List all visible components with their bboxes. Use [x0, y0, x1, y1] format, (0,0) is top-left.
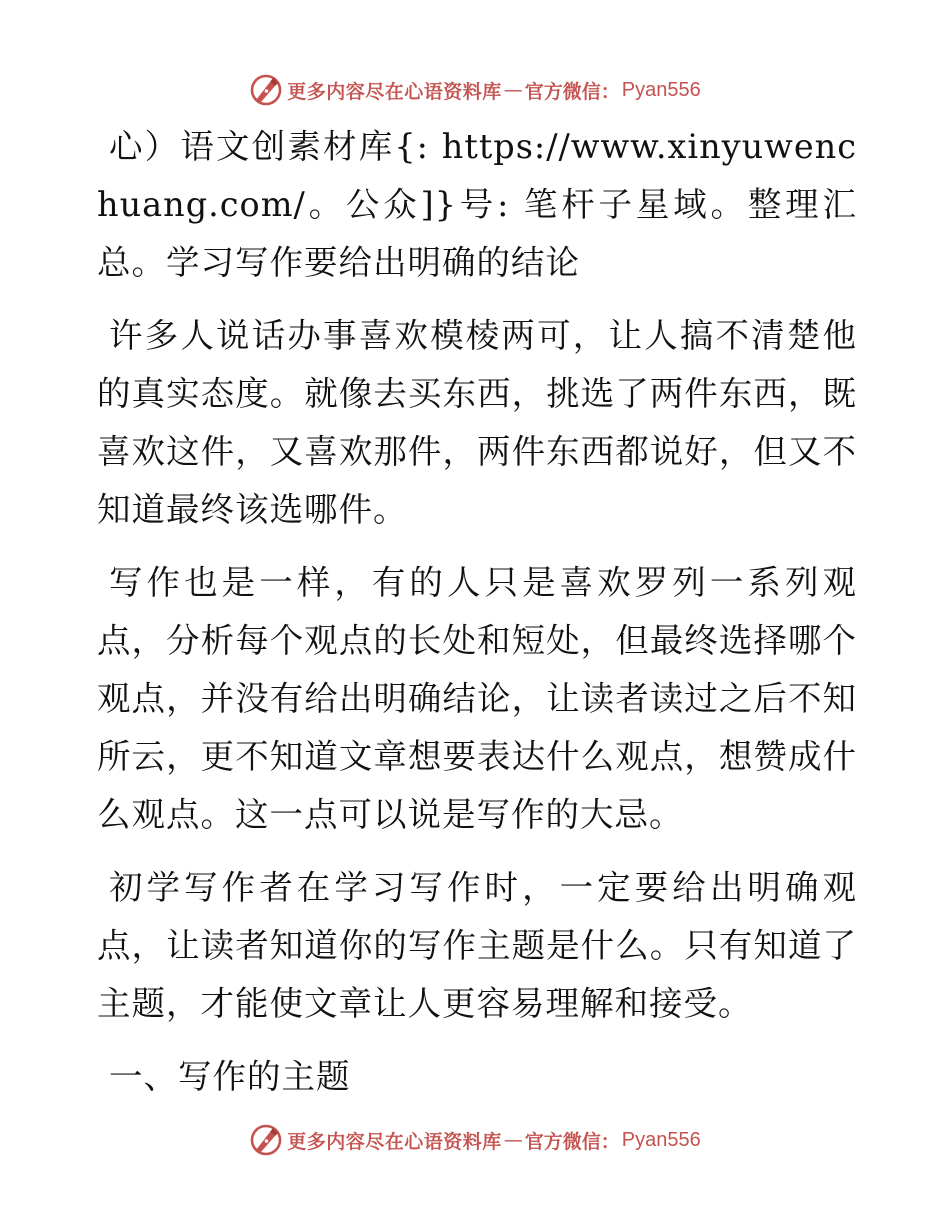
document-body: [97, 118, 857, 1121]
footer-banner: [0, 1120, 950, 1160]
banner-main-text: 更多内容尽在心语资料库: [287, 1130, 502, 1153]
pen-nib-logo-icon: [249, 73, 283, 107]
banner-wechat-label: 官方微信：: [524, 80, 620, 103]
banner-wechat-id: Pyan556: [621, 78, 701, 101]
paragraph-beginner-advice: 初学写作者在学习写作时，一定要给出明确观点，让读者知道你的写作主题是什么。只有知道了主题，才能使文章让人更容易理解和接受。: [97, 868, 857, 1023]
banner-separator: —: [503, 79, 523, 101]
section-heading: 一、写作的主题: [109, 1057, 351, 1096]
paragraph-ambiguity: 许多人说话办事喜欢模棱两可，让人搞不清楚他的真实态度。就像去买东西，挑选了两件东西，既喜欢这件，又喜欢那件，两件东西都说好，但又不知道最终该选哪件。: [97, 316, 857, 529]
banner-wechat-label: 官方微信：: [524, 1130, 620, 1153]
banner-main-text: 更多内容尽在心语资料库: [287, 80, 502, 103]
paragraph-writing-same: 写作也是一样，有的人只是喜欢罗列一系列观点，分析每个观点的长处和短处，但最终选择哪个观点，并没有给出明确结论，让读者读过之后不知所云，更不知道文章想要表达什么观点，想赞成什么观点。这一点可以说是写作的大忌。: [97, 563, 857, 834]
pen-nib-logo-icon: [249, 1123, 283, 1157]
banner-wechat-id: Pyan556: [621, 1128, 701, 1151]
banner-separator: —: [503, 1129, 523, 1151]
header-banner: [0, 70, 950, 110]
paragraph-intro: 心）语文创素材库{: https://www.xinyuwenchuang.com/。公众]}号: 笔杆子星域。整理汇总。学习写作要给出明确的结论: [97, 127, 857, 282]
